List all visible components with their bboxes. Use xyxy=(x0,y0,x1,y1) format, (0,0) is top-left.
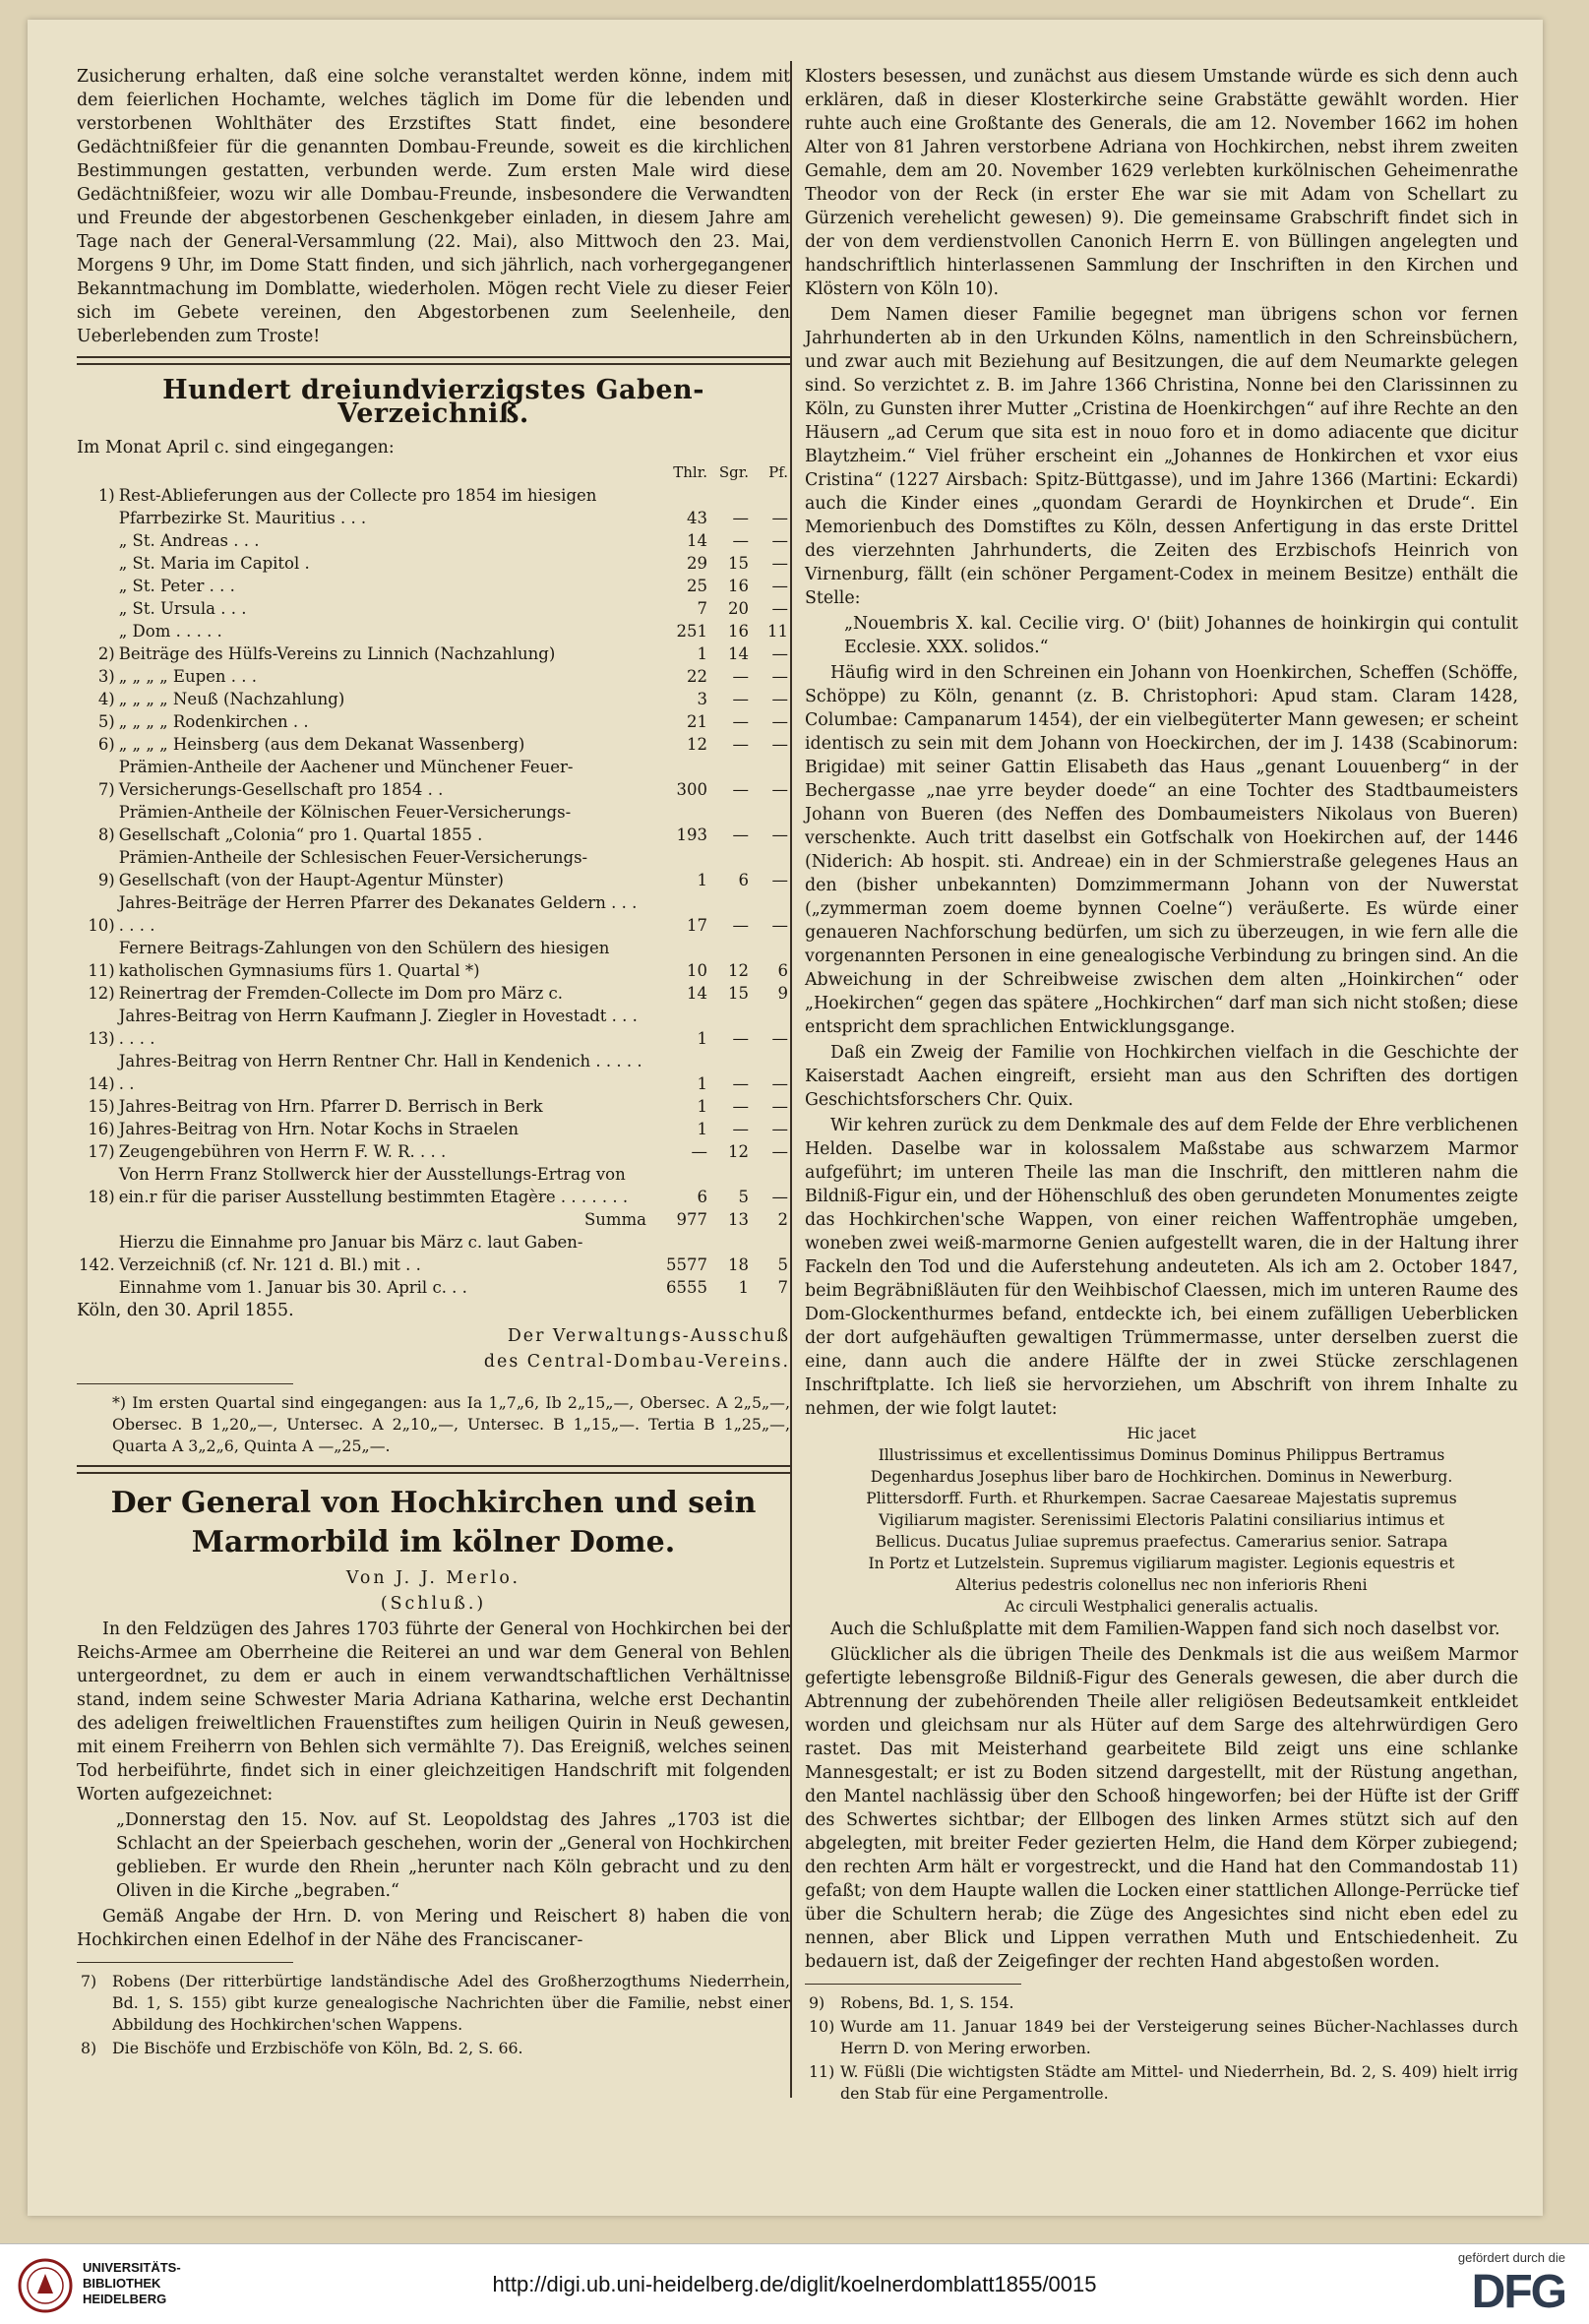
place-date: Köln, den 30. April 1855. xyxy=(77,1301,294,1320)
gift-row xyxy=(77,1050,790,1095)
total-pf: 7 xyxy=(777,1278,788,1297)
gift-p: — xyxy=(771,1142,788,1161)
gift-p: — xyxy=(771,509,788,527)
gift-desc: Beiträge des Hülfs-Vereins zu Linnich (Nachzahlung) xyxy=(118,644,556,663)
sponsor-caption: gefördert durch die xyxy=(1457,2250,1565,2265)
section-divider xyxy=(77,356,790,365)
summa-thaler: 977 xyxy=(676,1210,707,1229)
gift-s: — xyxy=(732,667,749,686)
gift-p: — xyxy=(771,531,788,550)
summa-label: Summa xyxy=(583,1210,646,1229)
gift-t: 14 xyxy=(687,531,707,550)
gift-row xyxy=(77,665,790,688)
gift-p: — xyxy=(771,577,788,595)
inscription-line: Ac circuli Westphalici generalis actualis. xyxy=(1005,1598,1318,1616)
article-author: Von J. J. Merlo. xyxy=(345,1568,521,1588)
gift-p: — xyxy=(771,599,788,618)
gift-p: — xyxy=(771,1188,788,1206)
carry-sgr: 18 xyxy=(728,1255,749,1274)
summa-sgr: 13 xyxy=(728,1210,749,1229)
footnote-7-text: Robens (Der ritterbürtige landständische Adel des Großherzogthums Niederrhein, Bd. 1, S. 155) gibt kurze genealogische Nachrichten über die Familie, nebst einer Abbildung des Hochkirchen'schen Wappens. xyxy=(112,1972,790,2034)
gift-s xyxy=(709,484,751,507)
gift-desc: „ St. Peter . . . xyxy=(118,577,235,595)
carry-thaler: 5577 xyxy=(666,1255,707,1274)
gift-s: — xyxy=(732,690,749,708)
gift-num: 17) xyxy=(88,1142,115,1161)
gift-t: 193 xyxy=(676,826,707,844)
section-divider xyxy=(77,1465,790,1474)
footnote-8-text: Die Bischöfe und Erzbischöfe von Köln, Bd. 2, S. 66. xyxy=(112,2039,523,2057)
gift-p: 9 xyxy=(777,984,788,1003)
gift-desc: Jahres-Beitrag von Hrn. Pfarrer D. Berrisch in Berk xyxy=(118,1097,543,1116)
gift-t: 10 xyxy=(687,961,707,980)
gift-desc: Pfarrbezirke St. Mauritius . . . xyxy=(118,509,367,527)
latin-inscription xyxy=(805,1423,1518,1618)
gift-desc: „ Dom . . . . . xyxy=(118,622,222,641)
gifts-table-header xyxy=(77,461,790,484)
footnote-divider xyxy=(77,1383,293,1384)
gift-t: 1 xyxy=(697,1097,707,1116)
gift-row xyxy=(77,1118,790,1140)
header-pfennig: Pf. xyxy=(768,463,788,481)
gift-s: 14 xyxy=(728,644,749,663)
gift-desc: Prämien-Antheile der Kölnischen Feuer-Versicherungs-Gesellschaft „Colonia“ pro 1. Quartal 1855 . xyxy=(118,803,572,844)
gift-num xyxy=(77,552,117,575)
gift-row xyxy=(77,733,790,756)
gift-num: 5) xyxy=(97,712,115,731)
gift-p: — xyxy=(771,735,788,754)
carry-num: 142. xyxy=(79,1255,115,1274)
gift-t: 25 xyxy=(687,577,707,595)
gift-s: — xyxy=(732,509,749,527)
header-thaler: Thlr. xyxy=(673,463,707,481)
gift-row xyxy=(77,507,790,529)
footnote-9-mark: 9) xyxy=(809,1993,825,2012)
article-paragraph: Häufig wird in den Schreinen ein Johann von Hoenkirchen, Scheffen (Schöffe, Schöppe) zu Köln, genannt (z. B. Christophori: Apud stam. Claram 1428, Columbae: Campanarum 1454), der ein vielbegüterter Mann gewesen; er scheint identisch zu sein mit dem Johann von Hoeckirchen, der im J. 1438 (Scabinorum: Brigidae) mit seiner Gattin Elisabeth das Haus „genant Louuenberg“ in der Bechergasse „nae yrre beyder doede“ an eine Tochter des Stadtbaumeisters Johann von Bueren (des Neffen des Dombaumeisters Nikolaus von Bueren) verschenkte. Auch tritt daselbst ein Gotfschalk von Hoekirchen auf, der 1446 (Niderich: Ab hospit. sti. Andreae) ein in der Schmierstraße gelegenes Haus an den (bisher unbekannten) Domzimmermann Johann von der Nuwerstat („zymmerman zoem doeme bynnen Coelne“) veräußerte. Es würde einer genaueren Nachforschung bedürfen, um sich zu überzeugen, in wie fern alle die vorgenannten Personen in eine genealogische Verbindung zu bringen sind. An die Abweichung in der Schreibweise zwischen dem alten „Hoinkirchen“ oder „Hoekirchen“ gegen das spätere „Hochkirchen“ darf man sich nicht stoßen; diese entspricht dem sprachlichen Entwicklungsgange. xyxy=(805,663,1518,1037)
gift-s: — xyxy=(732,1074,749,1093)
footnote-10 xyxy=(805,2016,1518,2059)
gift-num: 14) xyxy=(88,1074,115,1093)
permalink-url[interactable]: http://digi.ub.uni-heidelberg.de/diglit/koelnerdomblatt1855/0015 xyxy=(492,2272,1097,2296)
gift-s: — xyxy=(732,916,749,935)
gift-num: 6) xyxy=(97,735,115,754)
gift-p: — xyxy=(771,916,788,935)
article-title-line-2: Marmorbild im kölner Dome. xyxy=(191,1525,676,1560)
gift-row xyxy=(77,937,790,982)
gift-num: 11) xyxy=(88,961,115,980)
total-thaler: 6555 xyxy=(666,1278,707,1297)
gift-num: 1) xyxy=(97,486,115,505)
gift-row xyxy=(77,891,790,937)
column-rule xyxy=(790,61,792,2098)
inscription-line: Alterius pedestris colonellus nec non inferioris Rheni xyxy=(955,1576,1368,1594)
gift-row xyxy=(77,597,790,620)
gift-t: 43 xyxy=(687,509,707,527)
gift-p: — xyxy=(771,1029,788,1048)
article-title xyxy=(77,1484,790,1562)
gift-p: — xyxy=(771,690,788,708)
gift-desc: „ „ „ „ Rodenkirchen . . xyxy=(118,712,309,731)
signature-line-1: Der Verwaltungs-Ausschuß xyxy=(507,1326,790,1346)
signature-line-2: des Central-Dombau-Vereins. xyxy=(483,1352,790,1372)
footnote-7-mark: 7) xyxy=(81,1972,97,1990)
gift-desc: Von Herrn Franz Stollwerck hier der Ausstellungs-Ertrag von ein.r für die pariser Ausstellung bestimmten Etagère . . . . . . . xyxy=(118,1165,629,1206)
gift-t: 29 xyxy=(687,554,707,573)
gift-s: — xyxy=(732,531,749,550)
gift-desc: Reinertrag der Fremden-Collecte im Dom pro März c. xyxy=(118,984,564,1003)
summa-pf: 2 xyxy=(777,1210,788,1229)
gifts-intro: Im Monat April c. sind eingegangen: xyxy=(77,438,395,458)
gift-p: — xyxy=(771,780,788,799)
gift-desc: Jahres-Beiträge der Herren Pfarrer des Dekanates Geldern . . . . . . . xyxy=(118,893,638,935)
footnote-11 xyxy=(805,2061,1518,2105)
gift-s: — xyxy=(732,1120,749,1138)
article-paragraph: Dem Namen dieser Familie begegnet man übrigens schon vor fernen Jahrhunderten ab in den Urkunden Kölns, namentlich in den Schreinsbüchern, und zwar auch mit Beziehung auf Besitzungen, die auf dem Neumarkte gelegen sind. So verzichtet z. B. im Jahre 1366 Christina, Nonne bei den Clarissinnen zu Köln, zu Gunsten ihrer Mutter „Cristina de Hoenkirchgen“ auf ihre Rechte an den Häusern „ad Cerum que sita est in nouo foro et in domo adiacente que dicitur Blaytzheim.“ Viel früher erscheint ein „Johannes de Honkirchen et vxor eius Cristina“ (1227 Airsbach: Spitz-Büttgasse), und im Jahre 1366 (Martini: Eckardi) auch die Kinder eines „quondam Gerardi de Hoynkirchen et Drude“. Ein Memorienbuch des Domstiftes zu Köln, dessen Anfertigung in das erste Drittel des vierzehnten Jahrhunderts, die Zeiten des Erzbischofs Heinrich von Virnenburg, fällt (ein schöner Pergament-Codex in meinem Besitze) enthält die Stelle: xyxy=(805,305,1518,608)
article-conclusion-note: (Schluß.) xyxy=(380,1594,487,1614)
gift-p: — xyxy=(771,826,788,844)
gift-num: 9) xyxy=(97,871,115,889)
newspaper-sheet xyxy=(28,20,1543,2216)
gift-num xyxy=(77,620,117,642)
carry-desc: Hierzu die Einnahme pro Januar bis März c. laut Gaben-Verzeichniß (cf. Nr. 121 d. Bl.) mit . . xyxy=(118,1233,583,1274)
footnote-divider xyxy=(805,1984,1021,1985)
gift-num: 18) xyxy=(88,1188,115,1206)
article-paragraph: Wir kehren zurück zu dem Denkmale des auf dem Felde der Ehre verblichenen Helden. Daselbe war in kolossalem Maßstabe aus schwarzem Marmor aufgeführt; im unteren Theile las man die Inschrift, den mittleren nahm die Bildniß-Figur ein, und der Höhenschluß des oben gerundeten Monumentes zeigte das Hochkirchen'sche Wappen, von einer reichen Waffentrophäe umgeben, woneben zwei weiß-marmorne Genien aufgestellt waren, die in der Haltung ihrer Fackeln den Tod und die Auferstehung andeuteten. Als ich am 2. October 1847, beim Begräbnißläuten für den Weihbischof Claessen, mich im unteren Raume des Dom-Glockenthurmes befand, entdeckte ich, bei einem zufälligen Ueberblicken der dort aufgehäuften gewaltigen Trümmermasse, unter derselben zuerst die eine, dann auch die andere Hälfte der in zwei Stücke zerschlagenen Inschriftplatte. Ich ließ sie hervorziehen, um Abschrift von ihrem Inhalte zu nehmen, der wie folgt lautet: xyxy=(805,1116,1518,1419)
summa-row xyxy=(77,1208,790,1231)
gift-row xyxy=(77,1095,790,1118)
gift-row xyxy=(77,801,790,846)
footnote-7 xyxy=(77,1971,790,2036)
footnote-star-text: *) Im ersten Quartal sind eingegangen: aus Ia 1„7„6, Ib 2„15„—, Obersec. A 2„5„—, Obersec. B 1„20„—, Untersec. A 2„10„—, Untersec. B 1„15„—. Tertia B 1„25„—, Quarta A 3„2„6, Quinta A —„25„—. xyxy=(112,1393,790,1455)
gift-desc: „ St. Maria im Capitol . xyxy=(118,554,310,573)
inscription-line: Degenhardus Josephus liber baro de Hochkirchen. Dominus in Newerburg. xyxy=(870,1468,1453,1486)
gift-p: — xyxy=(771,712,788,731)
gift-s: 6 xyxy=(738,871,749,889)
carry-pf: 5 xyxy=(777,1255,788,1274)
gift-t: 21 xyxy=(687,712,707,731)
footnote-divider xyxy=(77,1962,293,1963)
gift-s: 15 xyxy=(728,984,749,1003)
inscription-line: In Portz et Lutzelstein. Supremus vigiliarum magister. Legionis equestris et xyxy=(868,1555,1455,1572)
gift-desc: Prämien-Antheile der Aachener und Münchener Feuer-Versicherungs-Gesellschaft pro 1854 . . xyxy=(118,758,574,799)
gift-t: 1 xyxy=(697,1029,707,1048)
chronicle-quote: „Donnerstag den 15. Nov. auf St. Leopoldstag des Jahres „1703 ist die Schlacht an der Speierbach geschehen, worin der „General von Hochkirchen geblieben. Er wurde den Rhein „herunter nach Köln gebracht und zu den Oliven in die Kirche „begraben.“ xyxy=(116,1810,790,1901)
gift-t: 1 xyxy=(697,1120,707,1138)
gift-t: 22 xyxy=(687,667,707,686)
viewer-footer xyxy=(0,2243,1589,2324)
gift-s: 12 xyxy=(728,1142,749,1161)
dfg-logo: DFG xyxy=(1471,2266,1565,2318)
article-paragraph: Auch die Schlußplatte mit dem Familien-Wappen fand sich noch daselbst vor. xyxy=(830,1620,1500,1639)
header-silbergroschen: Sgr. xyxy=(718,463,749,481)
gift-desc: „ St. Andreas . . . xyxy=(118,531,260,550)
article-title-line-1: Der General von Hochkirchen und sein xyxy=(110,1486,757,1520)
gift-num: 10) xyxy=(88,916,115,935)
gift-desc: Fernere Beitrags-Zahlungen von den Schülern des hiesigen katholischen Gymnasiums fürs 1. Quartal *) xyxy=(118,939,610,980)
library-name-line-3: HEIDELBERG xyxy=(83,2292,167,2306)
left-column xyxy=(77,65,790,2061)
footnote-10-text: Wurde am 11. Januar 1849 bei der Versteigerung seines Bücher-Nachlasses durch Herrn D. von Mering erworben. xyxy=(840,2017,1518,2057)
gift-row xyxy=(77,1163,790,1208)
gift-t: 1 xyxy=(697,644,707,663)
footnote-8-mark: 8) xyxy=(81,2039,97,2057)
total-sgr: 1 xyxy=(738,1278,749,1297)
carry-row xyxy=(77,1231,790,1276)
gift-row xyxy=(77,688,790,710)
footnote-10-mark: 10) xyxy=(809,2017,835,2036)
gift-p: — xyxy=(771,644,788,663)
gift-p: — xyxy=(771,1120,788,1138)
gift-row xyxy=(77,710,790,733)
gift-t: 300 xyxy=(676,780,707,799)
gift-t: 7 xyxy=(697,599,707,618)
article-paragraph: Daß ein Zweig der Familie von Hochkirchen vielfach in die Geschichte der Kaiserstadt Aachen eingreift, ersieht man aus den Schriften des dortigen Geschichtsforschers Chr. Quix. xyxy=(805,1043,1518,1110)
gift-desc: Rest-Ablieferungen aus der Collecte pro 1854 im hiesigen xyxy=(118,486,597,505)
gift-p: — xyxy=(771,1074,788,1093)
gift-num xyxy=(77,507,117,529)
gifts-heading: Hundert dreiundvierzigstes Gaben-Verzeichniß. xyxy=(162,375,704,429)
footnote-star xyxy=(77,1392,790,1457)
inscription-line: Plittersdorff. Furth. et Rhurkempen. Sacrae Caesareae Majestatis supremus xyxy=(866,1490,1457,1507)
right-column xyxy=(805,65,1518,2107)
library-name-line-2: BIBLIOTHEK xyxy=(83,2276,161,2291)
gift-p xyxy=(751,484,790,507)
gift-num: 8) xyxy=(97,826,115,844)
footnote-11-text: W. Füßli (Die wichtigsten Städte am Mittel- und Niederrhein, Bd. 2, S. 409) hielt irrig den Stab für eine Pergamentrolle. xyxy=(840,2062,1518,2103)
gift-row xyxy=(77,1005,790,1050)
gift-s: 12 xyxy=(728,961,749,980)
gift-num: 15) xyxy=(88,1097,115,1116)
gift-num: 7) xyxy=(97,780,115,799)
total-row xyxy=(77,1276,790,1299)
gift-desc: „ „ „ „ Eupen . . . xyxy=(118,667,258,686)
footnote-9 xyxy=(805,1992,1518,2014)
article-paragraph: Gemäß Angabe der Hrn. D. von Mering und Reischert 8) haben die von Hochkirchen einen Edelhof in der Nähe des Franciscaner- xyxy=(77,1907,790,1950)
gift-desc: Jahres-Beitrag von Herrn Rentner Chr. Hall in Kendenich . . . . . . . xyxy=(118,1052,642,1093)
gift-desc: Jahres-Beitrag von Herrn Kaufmann J. Ziegler in Hovestadt . . . . . . . xyxy=(118,1007,638,1048)
gift-num: 3) xyxy=(97,667,115,686)
gift-num: 12) xyxy=(88,984,115,1003)
gift-s: 16 xyxy=(728,577,749,595)
gift-desc: „ „ „ „ Neuß (Nachzahlung) xyxy=(118,690,345,708)
gift-s: 20 xyxy=(728,599,749,618)
gift-t: 3 xyxy=(697,690,707,708)
gift-desc: Prämien-Antheile der Schlesischen Feuer-Versicherungs-Gesellschaft (von der Haupt-Agentur Münster) xyxy=(118,848,588,889)
gift-row xyxy=(77,529,790,552)
article-paragraph: Klosters besessen, und zunächst aus diesem Umstande würde es sich denn auch erklären, daß in dieser Klosterkirche seine Grabstätte gewählt worden. Hier ruhte auch eine Großtante des Generals, die am 12. November 1662 im hohen Alter von 81 Jahren verstorbene Adriana von Hochkirchen, nebst ihrem zweiten Gemahle, dem am 20. November 1629 verlebten kurkölnischen Geheimenrathe Theodor von der Reck (in erster Ehe war sie mit Adam von Schellart zu Gürzenich verehelicht gewesen) 9). Die gemeinsame Grabschrift findet sich in der von dem verdienstvollen Canonich Herrn E. von Büllingen angelegten und handschriftlich hinterlassenen Sammlung der Inschriften in den Kirchen und Klöstern von Köln 10). xyxy=(805,67,1518,299)
gift-t: 14 xyxy=(687,984,707,1003)
gift-row xyxy=(77,552,790,575)
gift-p: 11 xyxy=(767,622,788,641)
inscription-line: Vigiliarum magister. Serenissimi Electoris Palatini consiliarius intimus et xyxy=(879,1511,1444,1529)
gift-t: 12 xyxy=(687,735,707,754)
gift-row xyxy=(77,575,790,597)
gift-t: 1 xyxy=(697,1074,707,1093)
gift-num xyxy=(77,529,117,552)
footnote-11-mark: 11) xyxy=(809,2062,835,2081)
gift-row xyxy=(77,642,790,665)
gift-row xyxy=(77,846,790,891)
gift-p: 6 xyxy=(777,961,788,980)
footnote-8 xyxy=(77,2038,790,2059)
footnote-9-text: Robens, Bd. 1, S. 154. xyxy=(840,1993,1014,2012)
gift-s: — xyxy=(732,712,749,731)
article-paragraph: In den Feldzügen des Jahres 1703 führte der General von Hochkirchen bei der Reichs-Armee am Oberrheine die Reiterei an und war dem General von Behlen untergeordnet, zu dem er auch in einem verwandtschaftlichen Verhältnisse stand, indem seine Schwester Maria Adriana Katharina, welche erst Dechantin des adeligen freiweltlichen Frauenstiftes zum heiligen Quirin in Neuß gewesen, mit einem Freiherrn von Behlen sich vermählte 7). Das Ereigniß, welches seinen Tod herbeiführte, findet sich in einer gleichzeitigen Handschrift mit folgenden Worten aufgezeichnet: xyxy=(77,1620,790,1804)
gift-num: 13) xyxy=(88,1029,115,1048)
gift-num: 4) xyxy=(97,690,115,708)
gift-p: — xyxy=(771,554,788,573)
gift-t xyxy=(648,484,709,507)
gift-p: — xyxy=(771,1097,788,1116)
gift-row xyxy=(77,982,790,1005)
gift-row xyxy=(77,484,790,507)
gift-t: — xyxy=(691,1142,707,1161)
gift-s: 5 xyxy=(738,1188,749,1206)
gift-desc: Jahres-Beitrag von Hrn. Notar Kochs in Straelen xyxy=(118,1120,519,1138)
gift-t: 6 xyxy=(697,1188,707,1206)
gift-s: — xyxy=(732,735,749,754)
inscription-line: Bellicus. Ducatus Juliae supremus praefectus. Camerarius senior. Satrapa xyxy=(875,1533,1448,1551)
gift-desc: Zeugengebühren von Herrn F. W. R. . . . xyxy=(118,1142,447,1161)
gift-desc: „ St. Ursula . . . xyxy=(118,599,247,618)
gift-num: 2) xyxy=(97,644,115,663)
gift-t: 251 xyxy=(676,622,707,641)
gift-s: — xyxy=(732,1097,749,1116)
gift-t: 1 xyxy=(697,871,707,889)
inscription-line: Illustrissimus et excellentissimus Dominus Dominus Philippus Bertramus xyxy=(878,1446,1445,1464)
gifts-table xyxy=(77,461,790,1299)
gift-desc: „ „ „ „ Heinsberg (aus dem Dekanat Wassenberg) xyxy=(118,735,525,754)
total-desc: Einnahme vom 1. Januar bis 30. April c. . . xyxy=(118,1278,467,1297)
gift-s: — xyxy=(732,780,749,799)
gift-row xyxy=(77,756,790,801)
gift-num xyxy=(77,575,117,597)
inscription-line: Hic jacet xyxy=(1127,1425,1196,1442)
gift-p: — xyxy=(771,871,788,889)
intro-paragraph: Zusicherung erhalten, daß eine solche veranstaltet werden könne, indem mit dem feierlichen Hochamte, welches täglich im Dome für die lebenden und verstorbenen Wohlthäter des Erzstiftes Statt findet, eine besondere Gedächtnißfeier für die genannten Dombau-Freunde, soweit es die kirchlichen Bestimmungen gestatten, verbunden werde. Zum ersten Male wird diese Gedächtnißfeier, wozu wir alle Dombau-Freunde, insbesondere die Verwandten und Freunde der abgestorbenen Geschenkgeber einladen, in diesem Jahre am Tage nach der General-Versammlung (22. Mai), also Mittwoch den 23. Mai, Morgens 9 Uhr, im Dome Statt finden, und sich jährlich, nach vorhergegangener Bekanntmachung im Domblatte, wiederholen. Mögen recht Viele zu dieser Feier sich im Gebete vereinen, den Abgestorbenen zum Seelenheile, den Ueberlebenden zum Troste! xyxy=(77,67,790,346)
gift-s: — xyxy=(732,826,749,844)
gift-p: — xyxy=(771,667,788,686)
library-name-line-1: UNIVERSITÄTS- xyxy=(83,2260,181,2275)
gift-num: 16) xyxy=(88,1120,115,1138)
memorial-book-quote: „Nouembris X. kal. Cecilie virg. O' (biit) Johannes de hoinkirgin qui contulit Ecclesie. XXX. solidos.“ xyxy=(844,614,1518,657)
gift-num xyxy=(77,597,117,620)
article-paragraph: Glücklicher als die übrigen Theile des Denkmals ist die aus weißem Marmor gefertigte lebensgroße Bildniß-Figur des Generals gewesen, die aber durch die Abtrennung der zubehörenden Theile aller religiösen Bedeutsamkeit entkleidet worden und gleichsam nur als Hüter auf dem Sarge des altehrwürdigen Gero rastet. Das mit Meisterhand gearbeitete Bild zeigt uns eine schlanke Mannesgestalt; er ist zu Boden sitzend dargestellt, mit der Rüstung angethan, den Mantel nachlässig über den Schooß hingeworfen; bei der Hüfte ist der Griff des Schwertes sichtbar; der Ellbogen des linken Armes stützt sich auf den abgelegten, mit breiter Feder gezierten Helm, die Hand dem Körper zubiegend; den rechten Arm hält er vorgestreckt, und die Hand hat den Commandostab 11) gefaßt; von dem Haupte wallen die Locken einer stattlichen Allonge-Perrücke tief über die Schultern herab; die Züge des Angesichtes sind nicht eben edel zu nennen, aber Blick und Lippen verrathen Muth und Entschiedenheit. Zu bedauern ist, daß der Zeigefinger der rechten Hand abgestoßen worden. xyxy=(805,1645,1518,1972)
gift-s: 16 xyxy=(728,622,749,641)
gift-t: 17 xyxy=(687,916,707,935)
gift-s: 15 xyxy=(728,554,749,573)
gift-row xyxy=(77,620,790,642)
gift-row xyxy=(77,1140,790,1163)
gift-s: — xyxy=(732,1029,749,1048)
